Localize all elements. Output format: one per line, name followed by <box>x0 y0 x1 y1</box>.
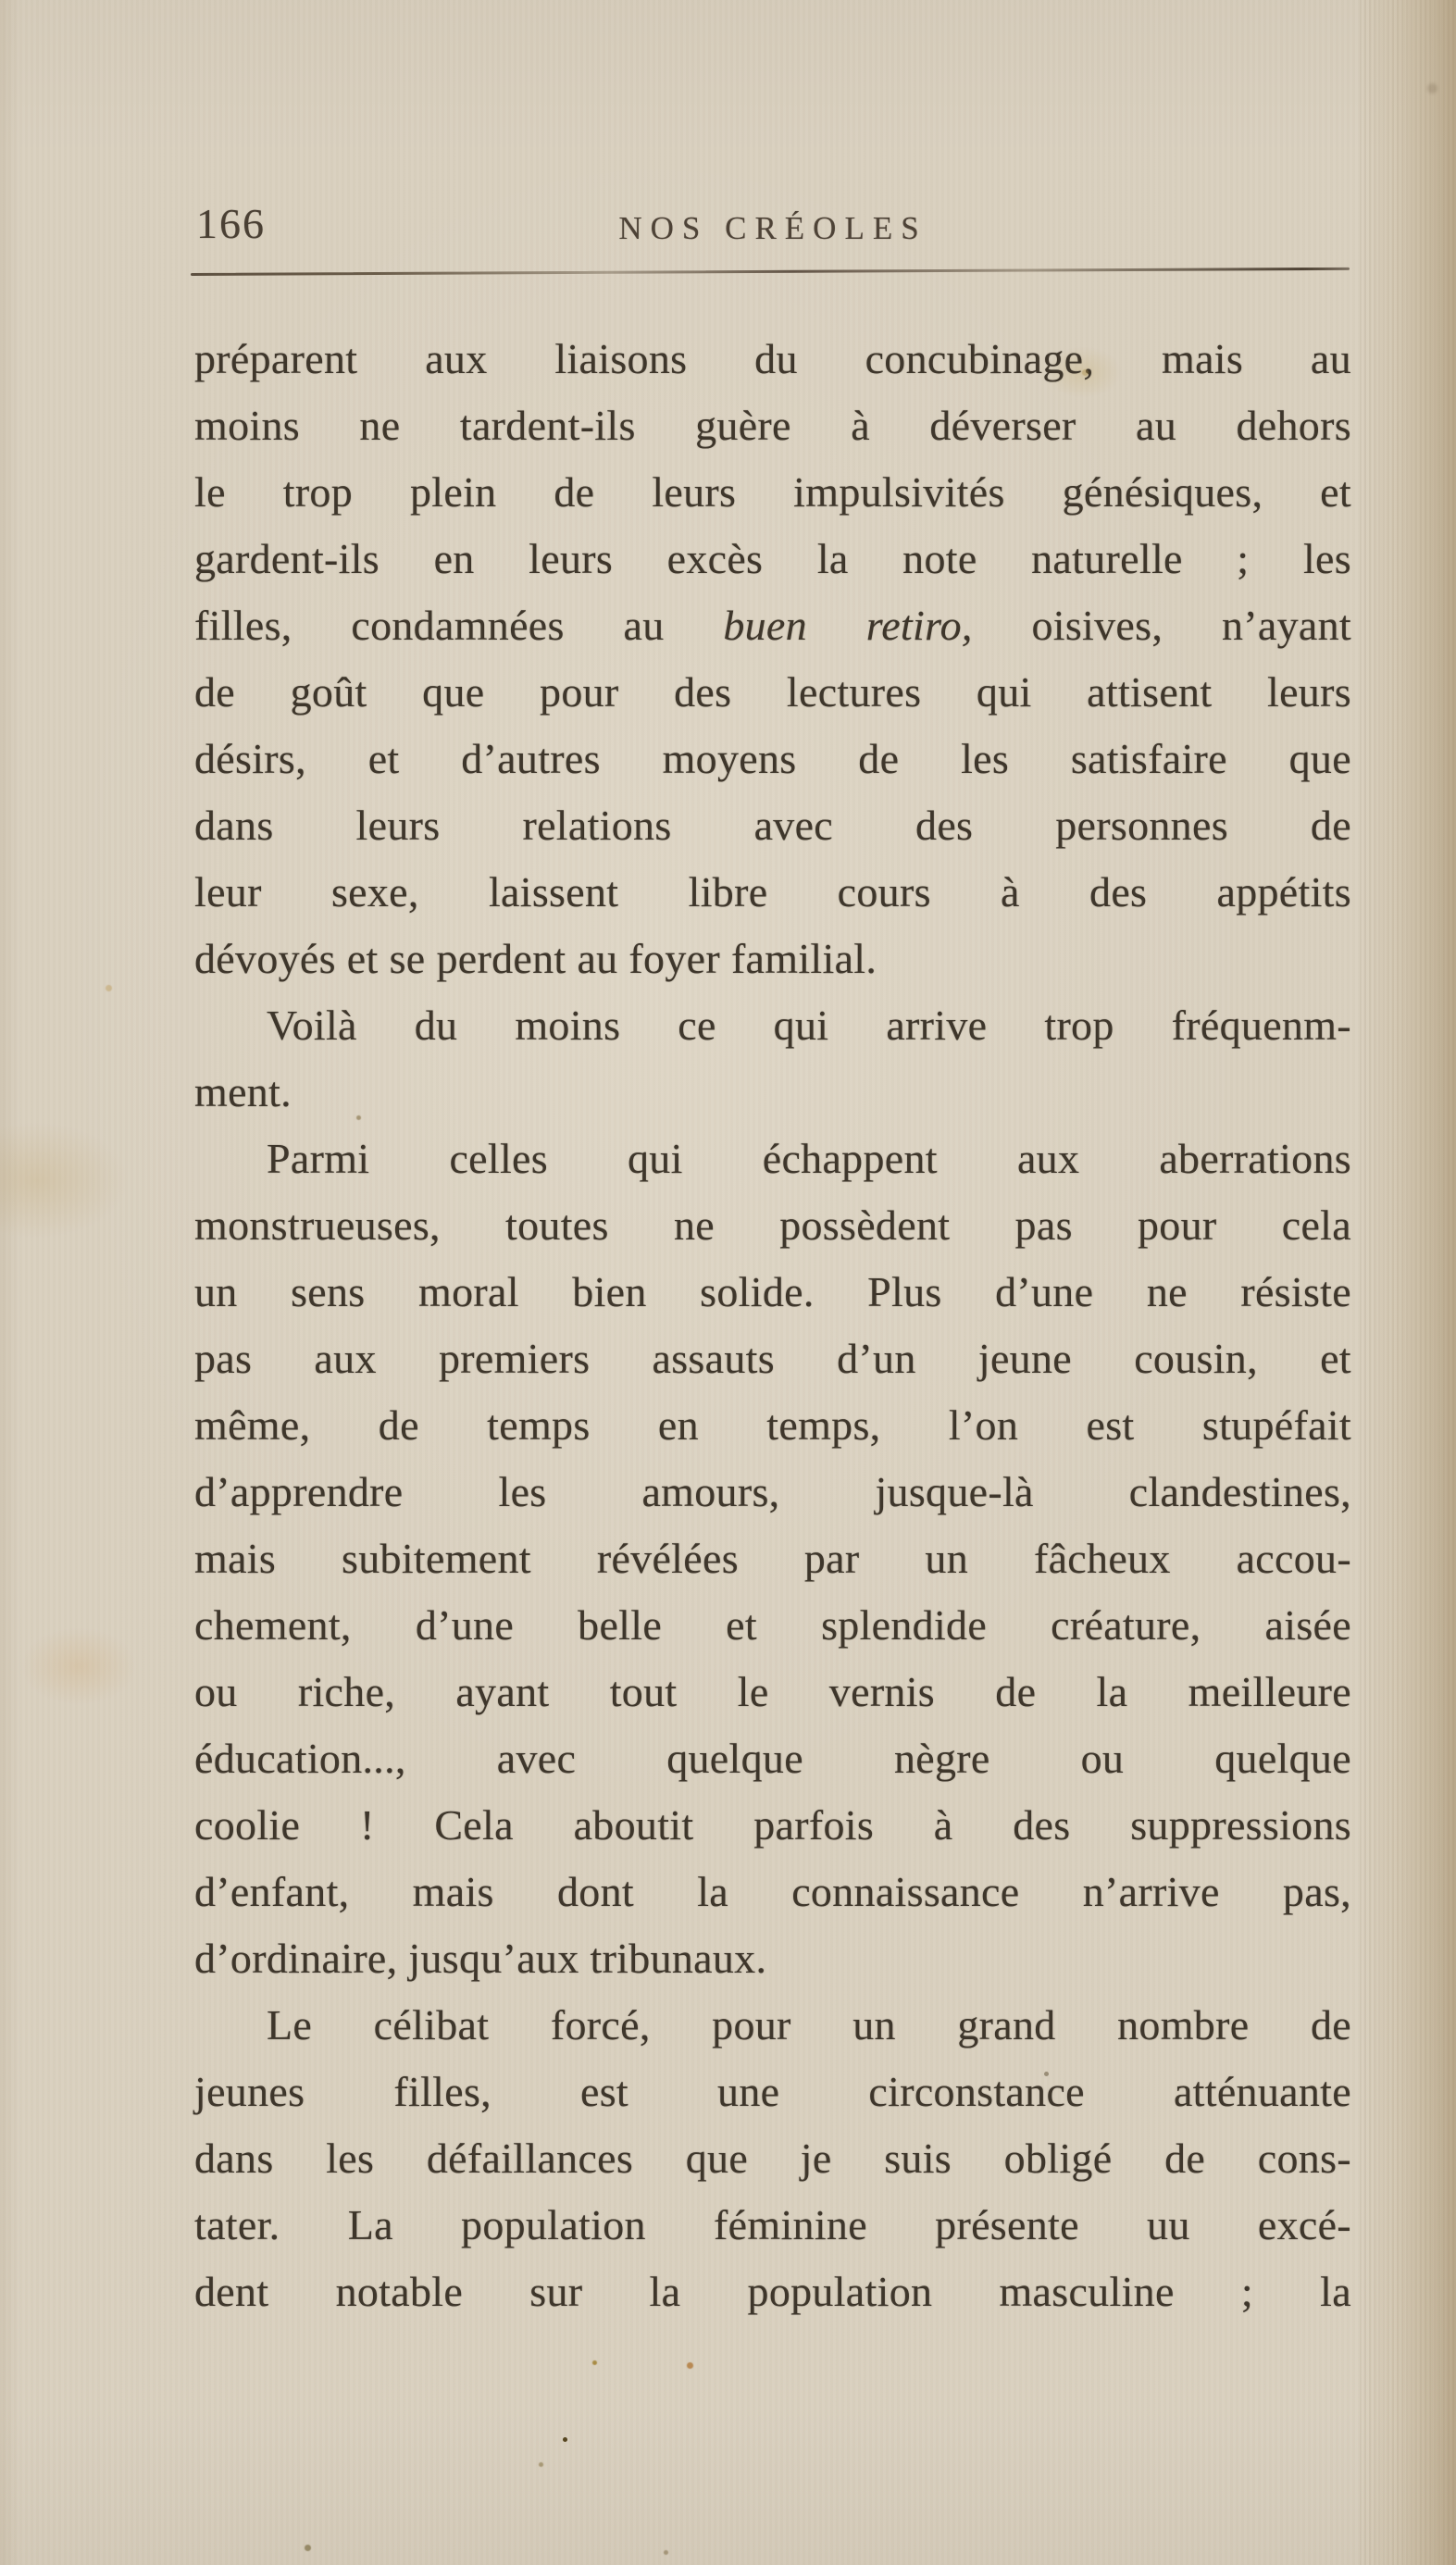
text-line: d’ordinaire, jusqu’aux tribunaux. <box>194 1935 767 1982</box>
text-line: monstrueuses, toutes ne possèdent pas pour cela <box>194 1202 1351 1249</box>
page-number: 166 <box>196 200 266 247</box>
text-line: dans leurs relations avec des personnes de <box>194 802 1351 849</box>
text-line: dans les défaillances que je suis obligé de cons- <box>194 2135 1351 2182</box>
text-line: dent notable sur la population masculine ; la <box>194 2268 1351 2315</box>
text-line: dévoyés et se perdent au foyer familial. <box>194 935 877 982</box>
text-line: moins ne tardent-ils guère à déverser au dehors <box>194 402 1351 449</box>
text-line: d’enfant, mais dont la connaissance n’arrive pas, <box>194 1868 1351 1915</box>
text-line: éducation..., avec quelque nègre ou quelque <box>194 1735 1351 1782</box>
header-rule <box>191 268 1350 276</box>
text-line: leur sexe, laissent libre cours à des appétits <box>194 868 1351 915</box>
body-text <box>194 326 1351 2325</box>
text-line: Parmi celles qui échappent aux aberrations <box>267 1135 1351 1182</box>
running-title: NOS CRÉOLES <box>618 210 927 246</box>
text-line: Voilà du moins ce qui arrive trop fréquenm- <box>267 1002 1351 1049</box>
page-fore-edge-shadow <box>1360 0 1456 2565</box>
text-line: Le célibat forcé, pour un grand nombre de <box>267 2001 1351 2048</box>
text-line: filles, condamnées au buen retiro, oisives, n’ayant <box>194 602 1351 649</box>
text-line: chement, d’une belle et splendide créature, aisée <box>194 1601 1351 1649</box>
text-line: jeunes filles, est une circonstance atténuante <box>194 2068 1351 2115</box>
paper-specks <box>563 2437 567 2442</box>
page-edge-left-shadow <box>0 0 20 2565</box>
text-line: tater. La population féminine présente uu excé- <box>194 2201 1351 2248</box>
text-line: mais subitement révélées par un fâcheux accou- <box>194 1535 1351 1582</box>
text-line: préparent aux liaisons du concubinage, mais au <box>194 335 1351 382</box>
text-line: le trop plein de leurs impulsivités génésiques, et <box>194 468 1351 516</box>
text-line: un sens moral bien solide. Plus d’une ne résiste <box>194 1268 1351 1315</box>
text-line: désirs, et d’autres moyens de les satisfaire que <box>194 735 1351 782</box>
text-line: gardent-ils en leurs excès la note naturelle ; les <box>194 535 1351 582</box>
text-line: même, de temps en temps, l’on est stupéfait <box>194 1401 1351 1449</box>
text-line: ou riche, ayant tout le vernis de la meilleure <box>194 1668 1351 1715</box>
text-line: coolie ! Cela aboutit parfois à des suppressions <box>194 1801 1351 1849</box>
text-line: d’apprendre les amours, jusque-là clandestines, <box>194 1468 1351 1515</box>
text-line: de goût que pour des lectures qui attisent leurs <box>194 668 1351 716</box>
text-line: pas aux premiers assauts d’un jeune cousin, et <box>194 1335 1351 1382</box>
text-line: ment. <box>194 1068 292 1115</box>
